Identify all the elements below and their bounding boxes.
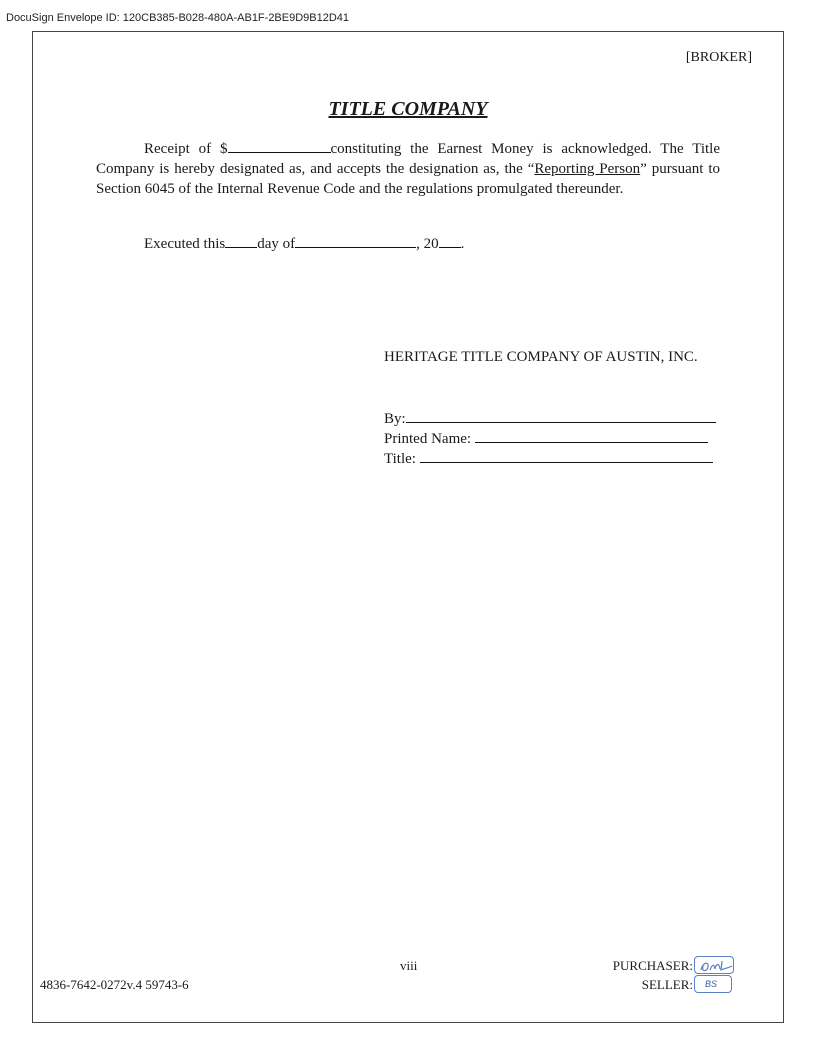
printed-name-label: Printed Name: — [384, 431, 472, 447]
executed-prefix: Executed this — [144, 236, 226, 252]
executed-month-blank[interactable] — [295, 233, 416, 248]
receipt-body: constituting the Earnest Money is acknowledged. The Title Company is hereby designated as, and accepts the designation as, the “ — [96, 141, 720, 177]
docusign-envelope-id: DocuSign Envelope ID: 120CB385-B028-480A-AB1F-2BE9D9B12D41 — [6, 12, 350, 24]
seller-initials-box[interactable] — [694, 975, 732, 993]
title-company-name: HERITAGE TITLE COMPANY OF AUSTIN, INC. — [384, 349, 698, 365]
broker-tag: [BROKER] — [685, 50, 752, 65]
receipt-prefix: Receipt of $ — [144, 141, 228, 157]
title-label: Title: — [384, 451, 416, 467]
page-number: viii — [400, 958, 418, 973]
by-signature-blank[interactable] — [406, 408, 716, 423]
signature-title-row — [384, 448, 713, 469]
seller-label: SELLER: — [641, 977, 693, 992]
purchaser-initials-box[interactable] — [694, 956, 734, 974]
executed-day-blank[interactable] — [225, 233, 257, 248]
reporting-person-term: Reporting Person — [534, 161, 641, 177]
printed-name-blank[interactable] — [475, 428, 708, 443]
executed-year-prefix: , 20 — [416, 236, 439, 252]
seller-initials: BS — [705, 979, 718, 989]
executed-day-of: day of — [257, 236, 296, 252]
document-number: 4836-7642-0272v.4 59743-6 — [40, 977, 189, 992]
receipt-suffix: ” pursuant to Section 6045 of the Internal Revenue Code and the regulations promulgated thereunder. — [96, 161, 721, 197]
executed-line — [144, 233, 464, 253]
earnest-money-amount-blank[interactable] — [228, 138, 331, 153]
page-title: TITLE COMPANY — [328, 98, 488, 120]
purchaser-label: PURCHASER: — [612, 958, 693, 973]
receipt-paragraph — [96, 138, 720, 199]
title-blank[interactable] — [420, 448, 713, 463]
purchaser-initials-signature-icon — [695, 957, 735, 975]
executed-end: . — [460, 236, 465, 252]
signature-printed-name-row — [384, 428, 708, 449]
by-label: By: — [384, 411, 406, 427]
signature-by-row — [384, 408, 716, 429]
executed-year-blank[interactable] — [439, 233, 461, 248]
